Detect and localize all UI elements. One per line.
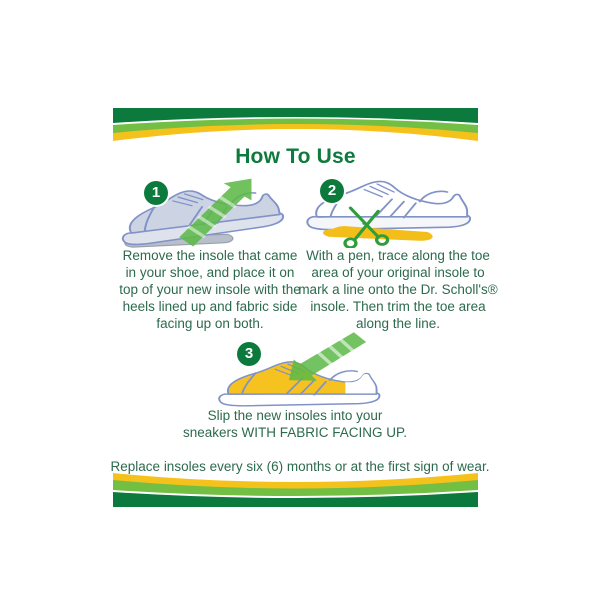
step1-text-line: Remove the insole that came: [122, 248, 298, 263]
collar-line: [330, 371, 357, 380]
step3-text-line: Slip the new insoles into your: [207, 408, 383, 423]
step2-text-line: With a pen, trace along the toe: [306, 248, 490, 263]
step2-text-line: mark a line onto the Dr. Scholl's®: [298, 282, 498, 297]
step1-number-badge: 1: [144, 181, 168, 205]
step1-text-line: in your shoe, and place it on: [125, 265, 295, 280]
step2-text: [295, 247, 501, 332]
step1-text: [110, 247, 310, 332]
green-arrow-down-icon: [289, 332, 366, 380]
bottom-arch-band: [113, 469, 478, 507]
step1-text-line: facing up on both.: [156, 316, 264, 331]
step1-illustration: [115, 170, 293, 248]
replacement-note: Replace insoles every six (6) months or at the first sign of wear.: [110, 459, 490, 474]
step3-text: [177, 407, 413, 441]
collar-line: [420, 191, 448, 201]
sneaker-insole-removal-arrow-up-icon: [115, 170, 293, 248]
top-arch-band: [113, 107, 478, 145]
step2-text-line: insole. Then trim the toe area: [310, 299, 486, 314]
step1-text-line: heels lined up and fabric side: [122, 299, 298, 314]
step2-number-badge: 2: [320, 179, 344, 203]
step3-text-line: sneakers WITH FABRIC FACING UP.: [182, 425, 408, 440]
step3-number-badge: 3: [237, 342, 261, 366]
step3-illustration: [212, 332, 397, 408]
step2-text-line: area of your original insole to: [311, 265, 485, 280]
bottom-arch-graphic: [113, 469, 478, 507]
step2-text-line: along the line.: [355, 316, 441, 331]
page-title: How To Use: [235, 145, 356, 168]
top-arch-graphic: [113, 107, 478, 145]
step1-text-line: top of your new insole with the: [119, 282, 301, 297]
sneaker-insert-insole-arrow-down-icon: [212, 332, 397, 408]
